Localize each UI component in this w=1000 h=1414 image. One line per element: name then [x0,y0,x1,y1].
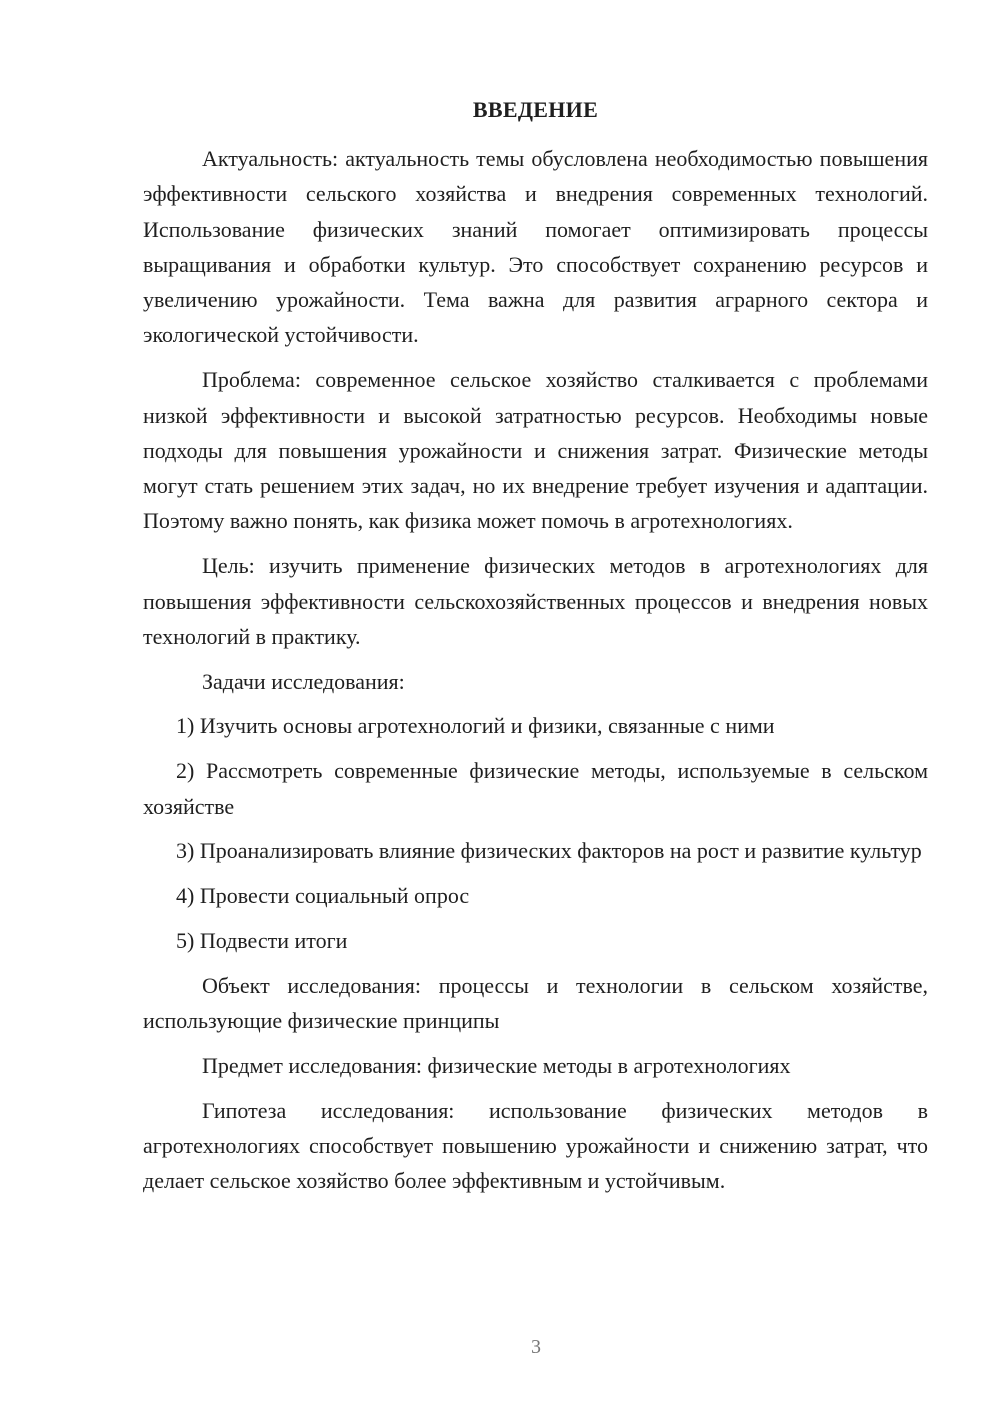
task-item: 1) Изучить основы агротехнологий и физики, связанные с ними [176,713,775,739]
paragraph-relevance: Актуальность: актуальность темы обусловлена необходимостью повышения эффективности сельского хозяйства и внедрения современных технологий. Использование физических знаний помогает оптимизировать процессы выращивания и обработки культур. Это способствует сохранению ресурсов и увеличению урожайности. Тема важна для развития аграрного сектора и экологической устойчивости. [143,146,928,348]
task-item: 4) Провести социальный опрос [176,883,470,909]
paragraph-hypothesis: Гипотеза исследования: использование физических методов в агротехнологиях способствует повышению урожайности и снижению затрат, что делает сельское хозяйство более эффективным и устойчивым. [143,1097,928,1194]
paragraph-subject: Предмет исследования: физические методы в агротехнологиях [202,1052,791,1078]
paragraph-object: Объект исследования: процессы и технологии в сельском хозяйстве, использующие физические принципы [143,972,928,1034]
document-body [143,141,928,1208]
page-number: 3 [531,1336,541,1358]
task-item: 3) Проанализировать влияние физических факторов на рост и развитие культур [176,838,922,864]
paragraph-problem: Проблема: современное сельское хозяйство сталкивается с проблемами низкой эффективности и высокой затратностью ресурсов. Необходимы новые подходы для повышения урожайности и снижения затрат. Физические методы могут стать решением этих задач, но их внедрение требует изучения и адаптации. Поэтому важно понять, как физика может помочь в агротехнологиях. [143,367,928,534]
paragraph-goal: Цель: изучить применение физических методов в агротехнологиях для повышения эффективности сельскохозяйственных процессов и внедрения новых технологий в практику. [143,553,928,649]
task-item: 2) Рассмотреть современные физические методы, используемые в сельском хозяйстве [143,758,928,819]
paragraph-tasks-heading: Задачи исследования: [202,668,405,694]
task-item: 5) Подвести итоги [176,927,348,953]
section-title: ВВЕДЕНИЕ [472,97,599,122]
